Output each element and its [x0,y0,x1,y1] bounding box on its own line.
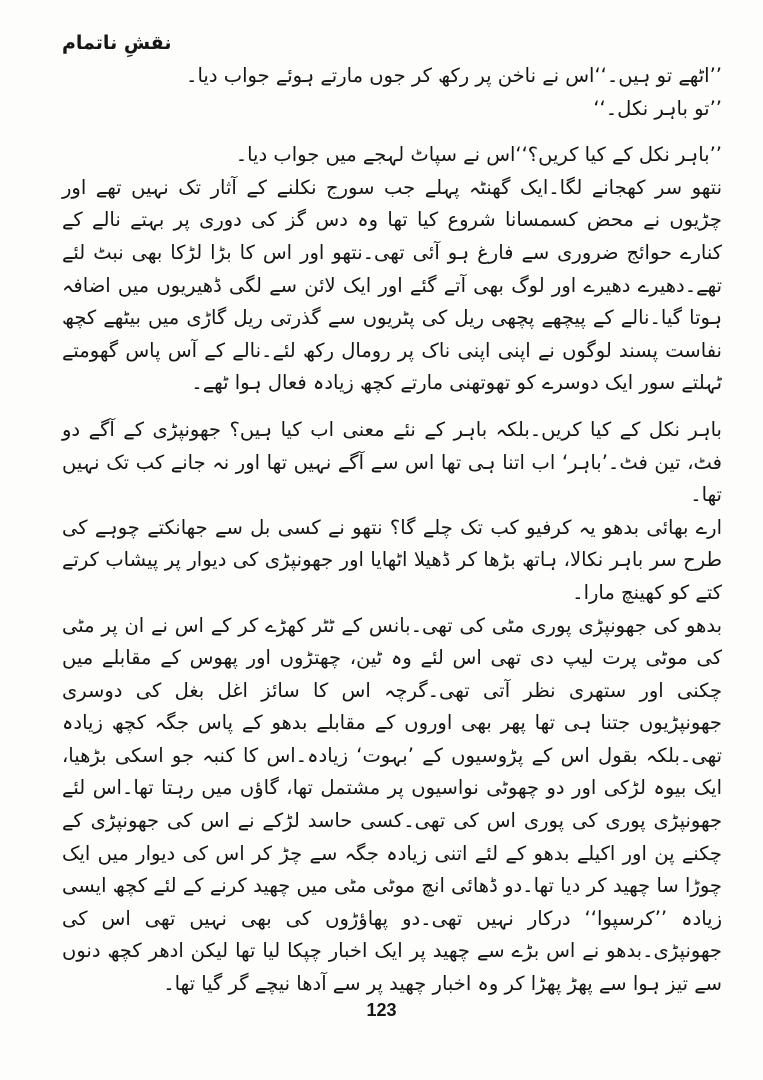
paragraph: ’’تو باہر نکل۔‘‘ [593,96,722,120]
paragraph: باہر نکل کے کیا کریں۔بلکہ باہر کے نئے معنی اب کیا ہیں؟ جھونپڑی کے آگے دو فٹ، تین فٹ۔’باہر‘ اب اتنا ہی تھا اس سے آگے نہیں تھا اور نہ جانے کب تک نہیں تھا۔ [62,417,722,507]
running-header-title: نقشِ ناتمام [62,32,172,54]
paragraph: ’’اٹھے تو ہیں۔‘‘اس نے ناخن پر رکھ کر جوں مارتے ہوئے جواب دیا۔ [186,64,722,87]
body-text [62,60,722,1001]
paragraph: ارے بھائی بدھو یہ کرفیو کب تک چلے گا؟ نتھو نے کسی بل سے جھانکتے چوہے کی طرح سر باہر نکالا، ہاتھ بڑھا کر ڈھیلا اٹھایا اور جھونپڑی کی دیوار پر پیشاب کرتے کتے کو کھینچ مارا۔ [62,515,722,604]
paragraph: ’’باہر نکل کے کیا کریں؟‘‘اس نے سپاٹ لہجے میں جواب دیا۔ [235,143,722,167]
paragraph: نتھو سر کھجانے لگا۔ایک گھنٹہ پہلے جب سورج نکلنے کے آثار تک نہیں تھے اور چڑیوں نے محض کسمسانا شروع کیا تھا وہ دس گز کی دوری پر بہتے نالے کے کنارے حوائج ضروری سے فارغ ہو آئی تھی۔نتھو اور اس کا بڑا لڑکا بھی نبٹ لئے تھے۔دھیرے دھیرے اور لوگ بھی آتے گئے اور ایک لائن سے لگی ڈھیریوں میں اضافہ ہوتا گیا۔نالے کے پیچھے پچھی ریل کی پٹریوں سے گذرتی ریل گاڑی میں بیٹھے کچھ نفاست پسند لوگوں نے اپنی اپنی ناک پر رومال رکھ لئے۔نالے کے آس پاس گھومتے ٹہلتے سور ایک دوسرے کو تھوتھنی مارتے کچھ زیادہ فعال ہوا ٹھے۔ [62,175,722,395]
page-number: 123 [366,1000,397,1020]
paragraph: بدھو کی جھونپڑی پوری مٹی کی تھی۔بانس کے ٹٹر کھڑے کر کے اس نے ان پر مٹی کی موٹی پرت لیپ دی تھی اس لئے وہ ٹین، چھتڑوں اور پھوس کے مقابلے میں چکنی اور ستھری نظر آتی تھی۔گرچہ اس کا سائز اغل بغل کی دوسری جھونپڑیوں جتنا ہی تھا پھر بھی اوروں کے مقابلے بدھو کے پاس جگہ کچھ زیادہ تھی۔بلکہ بقول اس کے پڑوسیوں کے ’بہوت‘ زیادہ۔اس کا کنبہ جو اسکی بڑھیا، ایک بیوہ لڑکی اور دو چھوٹی نواسیوں پر مشتمل تھا، گاؤں میں رہتا تھا۔اس لئے جھونپڑی پوری کی پوری اس کی تھی۔کسی حاسد لڑکے نے اس کی جھونپڑی کے چکنے پن اور اکیلے بدھو کے لئے اتنی زیادہ جگہ سے چڑ کر اس کی دیوار میں ایک چوڑا سا چھید کر دیا تھا۔دو ڈھائی انچ موٹی مٹی میں چھید کرنے کے لئے کچھ ایسی زیادہ ’’کرسپوا‘‘ درکار نہیں تھی۔دو پھاؤڑوں کی بھی نہیں تھی اس کی جھونپڑی۔بدھو نے اس بڑے سے چھید پر ایک اخبار چپکا لیا تھا لیکن ادھر کچھ دنوں سے تیز ہوا سے پھڑ پھڑا کر وہ اخبار چھید پر سے آدھا نیچے گر گیا تھا۔ [62,613,722,996]
